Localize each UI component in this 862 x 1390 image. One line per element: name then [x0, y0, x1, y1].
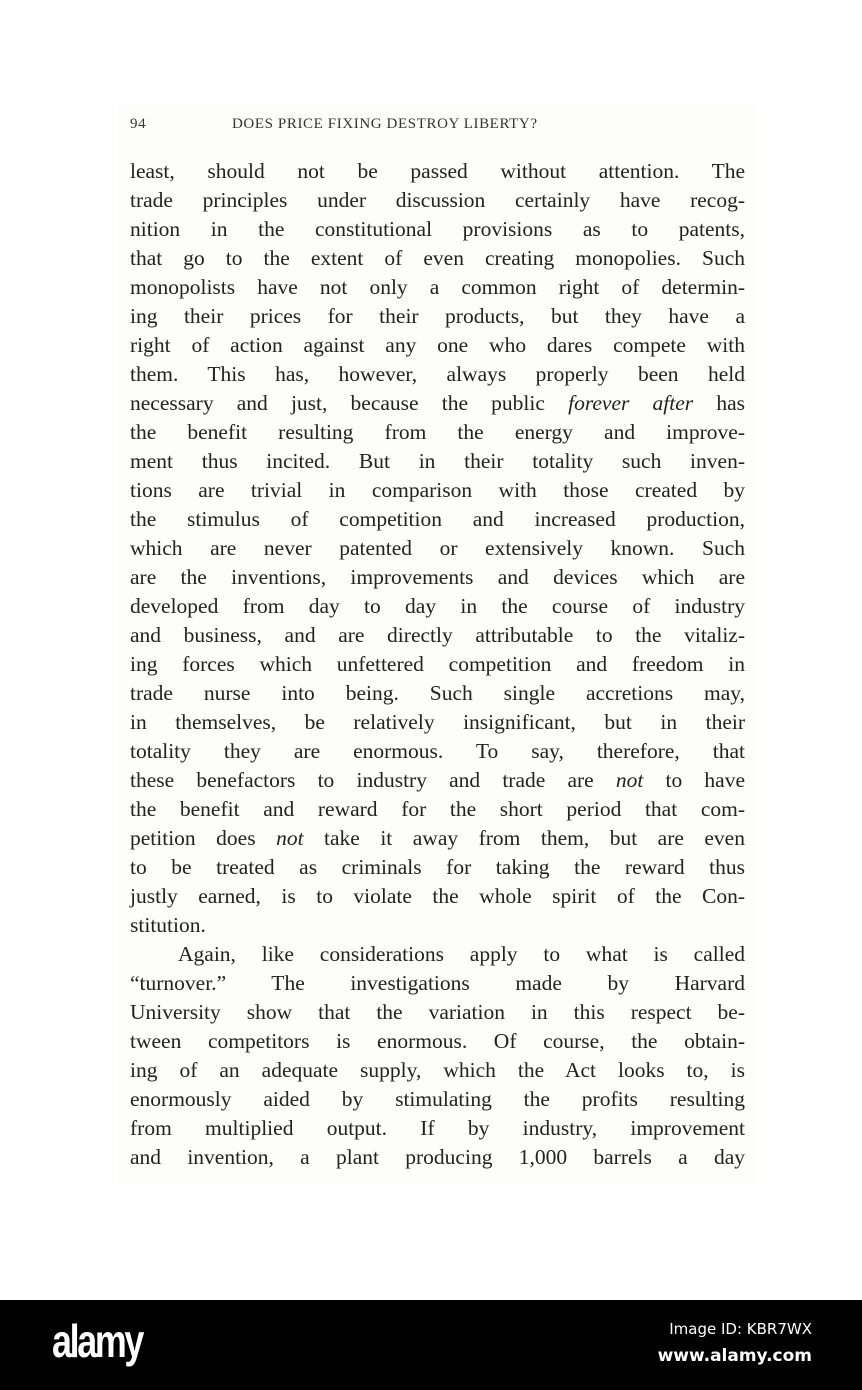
text-run: justly earned, is to violate the whole spirit of the Con- — [130, 884, 745, 908]
text-line — [130, 969, 745, 998]
text-run: ment thus incited. But in their totality such inven- — [130, 449, 745, 473]
text-run: totality they are enormous. To say, therefore, that — [130, 739, 745, 763]
text-run: to have — [643, 768, 745, 792]
italic-text: not — [615, 768, 644, 792]
text-run: and invention, a plant producing 1,000 barrels a day — [130, 1145, 745, 1169]
text-run: take it away from them, but are even — [303, 826, 745, 850]
text-run: has — [693, 391, 745, 415]
watermark-bar — [0, 1300, 862, 1390]
text-run: which are never patented or extensively known. Such — [130, 536, 745, 560]
text-run: and business, and are directly attributable to the vitaliz- — [130, 623, 745, 647]
text-run: necessary and just, because the public — [130, 391, 569, 415]
text-run: the benefit resulting from the energy and improve- — [130, 420, 745, 444]
text-line — [130, 1027, 745, 1056]
text-line — [130, 360, 745, 389]
text-run: to be treated as criminals for taking the reward thus — [130, 855, 745, 879]
text-line — [130, 534, 745, 563]
text-line — [130, 766, 745, 795]
text-run: University show that the variation in this respect be- — [130, 1000, 745, 1024]
text-line — [130, 273, 745, 302]
text-run: ing of an adequate supply, which the Act looks to, is — [130, 1058, 745, 1082]
text-run: trade principles under discussion certainly have recog- — [130, 188, 745, 212]
text-line — [130, 302, 745, 331]
text-line — [130, 1056, 745, 1085]
text-line — [130, 215, 745, 244]
text-line — [130, 592, 745, 621]
text-run: tions are trivial in comparison with those created by — [130, 478, 745, 502]
text-line — [130, 882, 745, 911]
text-line — [130, 708, 745, 737]
text-run: that go to the extent of even creating monopolies. Such — [130, 246, 745, 270]
text-run: ing forces which unfettered competition and freedom in — [130, 652, 745, 676]
text-run: them. This has, however, always properly been held — [130, 362, 745, 386]
text-run: tween competitors is enormous. Of course, the obtain- — [130, 1029, 745, 1053]
text-run: the benefit and reward for the short period that com- — [130, 797, 745, 821]
text-run: enormously aided by stimulating the profits resulting — [130, 1087, 745, 1111]
text-line — [130, 447, 745, 476]
text-run: Again, like considerations apply to what is called — [178, 942, 745, 966]
text-line — [130, 563, 745, 592]
italic-text: forever after — [568, 391, 694, 415]
text-line — [130, 476, 745, 505]
alamy-logo: alamy — [52, 1315, 143, 1367]
italic-text: not — [276, 826, 304, 850]
text-run: are the inventions, improvements and devices which are — [130, 565, 745, 589]
text-line — [130, 418, 745, 447]
text-run: stitution. — [130, 913, 206, 937]
text-line — [130, 244, 745, 273]
text-run: petition does — [130, 826, 277, 850]
text-run: these benefactors to industry and trade are — [130, 768, 616, 792]
page-number: 94 — [130, 116, 147, 132]
text-line — [130, 157, 745, 186]
text-run: least, should not be passed without attention. The — [130, 159, 745, 183]
running-title: DOES PRICE FIXING DESTROY LIBERTY? — [232, 116, 538, 132]
image-id: Image ID: KBR7WX — [669, 1320, 812, 1338]
text-line — [130, 679, 745, 708]
text-line — [130, 1085, 745, 1114]
text-line — [130, 1143, 745, 1172]
text-line — [130, 505, 745, 534]
text-line — [130, 621, 745, 650]
text-line — [130, 940, 745, 969]
running-header — [130, 116, 745, 138]
body-text — [130, 157, 745, 1172]
text-run: monopolists have not only a common right of determin- — [130, 275, 745, 299]
text-run: trade nurse into being. Such single accretions may, — [130, 681, 745, 705]
text-line — [130, 824, 745, 853]
text-line — [130, 911, 745, 940]
text-line — [130, 331, 745, 360]
text-line — [130, 795, 745, 824]
text-run: “turnover.” The investigations made by Harvard — [130, 971, 745, 995]
text-run: in themselves, be relatively insignificant, but in their — [130, 710, 745, 734]
text-run: the stimulus of competition and increased production, — [130, 507, 745, 531]
watermark-url: www.alamy.com — [657, 1346, 812, 1366]
text-run: ing their prices for their products, but they have a — [130, 304, 745, 328]
text-run: from multiplied output. If by industry, improvement — [130, 1116, 745, 1140]
text-line — [130, 853, 745, 882]
text-line — [130, 186, 745, 215]
text-run: developed from day to day in the course of industry — [130, 594, 745, 618]
text-line — [130, 650, 745, 679]
text-line — [130, 737, 745, 766]
text-line — [130, 1114, 745, 1143]
text-run: nition in the constitutional provisions as to patents, — [130, 217, 745, 241]
text-line — [130, 998, 745, 1027]
text-line — [130, 389, 745, 418]
text-run: right of action against any one who dares compete with — [130, 333, 745, 357]
